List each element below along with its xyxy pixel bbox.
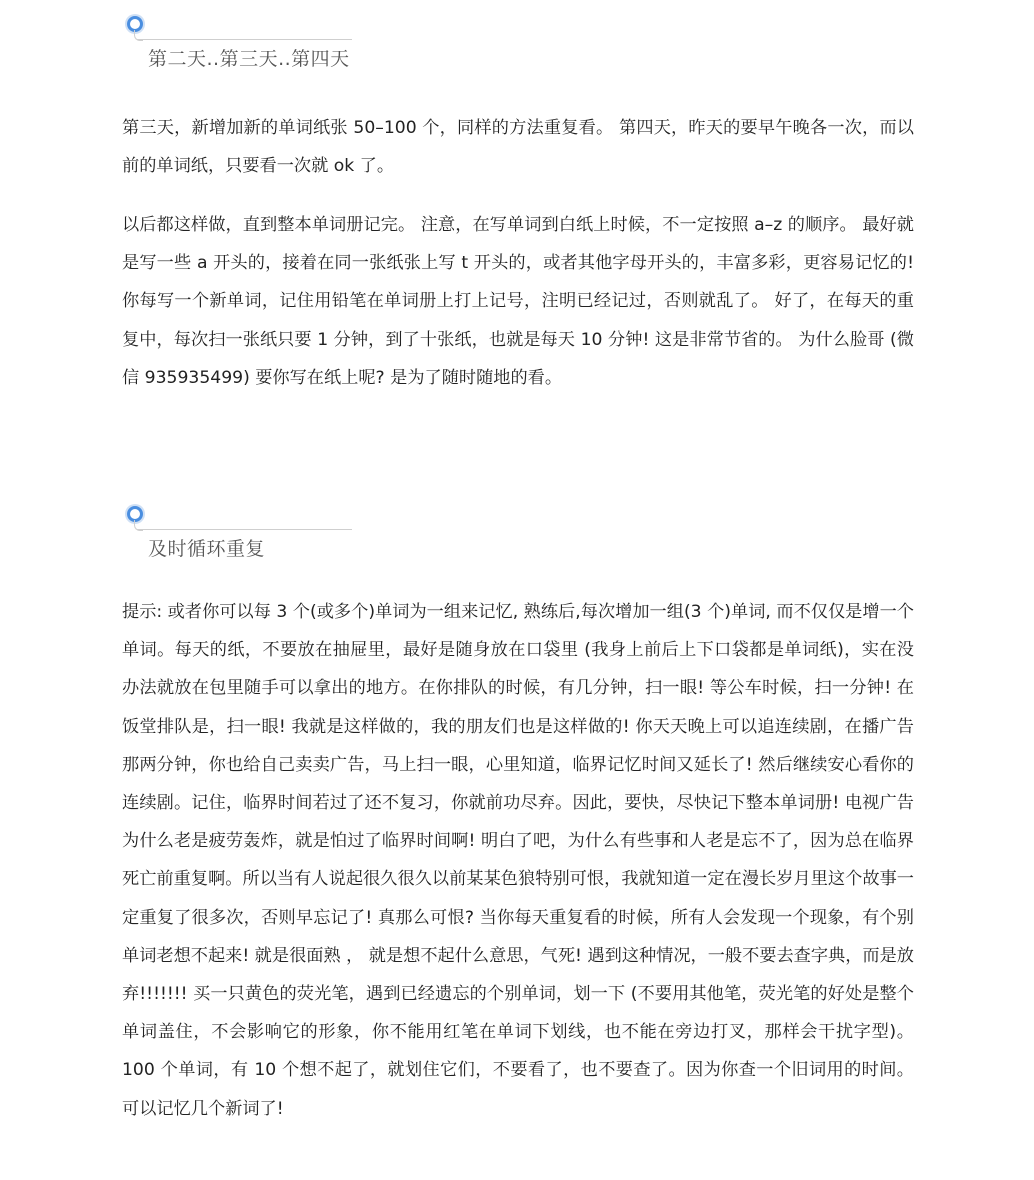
paragraph: 第三天，新增加新的单词纸张 50–100 个，同样的方法重复看。 第四天，昨天的要早午晚各一次，而以前的单词纸，只要看一次就 ok 了。 xyxy=(122,118,914,177)
heading-underline xyxy=(137,39,352,40)
paragraph: 提示: 或者你可以每 3 个(或多个)单词为一组来记忆, 熟练后,每次增加一组(3 个)单词, 而不仅仅是增一个单词。每天的纸，不要放在抽屉里，最好是随身放在口袋里 (我身上前后上下口袋都是单词纸)，实在没办法就放在包里随手可以拿出的地方。在你排队的时候，有几分钟，扫一眼! 等公车时候，扫一分钟! 在饭堂排队是，扫一眼! 我就是这样做的，我的朋友们也是这样做的! 你天天晚上可以追连续剧，在播广告那两分钟，你也给自己卖卖广告，马上扫一眼，心里知道，临界记忆时间又延长了! 然后继续安心看你的连续剧。记住，临界时间若过了还不复习，你就前功尽弃。因此，要快，尽快记下整本单词册! 电视广告为什么老是疲劳轰炸，就是怕过了临界时间啊! 明白了吧，为什么有些事和人老是忘不了，因为总在临界死亡前重复啊。所以当有人说起很久很久以前某某色狼特别可恨，我就知道一定在漫长岁月里这个故事一定重复了很多次，否则早忘记了! 真那么可恨? 当你每天重复看的时候，所有人会发现一个现象，有个别单词老想不起来! 就是很面熟 ， 就是想不起什么意思，气死! 遇到这种情况，一般不要去查字典，而是放弃!!!!!!! 买一只黄色的荧光笔，遇到已经遗忘的个别单词，划一下 (不要用其他笔，荧光笔的好处是整个单词盖住，不会影响它的形象，你不能用红笔在单词下划线，也不能在旁边打叉，那样会干扰字型)。100 个单词，有 10 个想不起了，就划住它们，不要看了，也不要查了。因为你查一个旧词用的时间。可以记忆几个新词了! xyxy=(122,602,914,1119)
section-heading-1 xyxy=(122,16,362,76)
section-title: 第二天..第三天..第四天 xyxy=(148,48,350,70)
section-heading-2 xyxy=(122,506,362,566)
heading-underline xyxy=(137,529,352,530)
section-title: 及时循环重复 xyxy=(148,538,266,560)
paragraph: 以后都这样做，直到整本单词册记完。 注意，在写单词到白纸上时候，不一定按照 a–z 的顺序。 最好就是写一些 a 开头的，接着在同一张纸张上写 t 开头的，或者其他字母开头的，丰富多彩，更容易记忆的! 你每写一个新单词，记住用铅笔在单词册上打上记号，注明已经记过，否则就乱了。 好了，在每天的重复中，每次扫一张纸只要 1 分钟，到了十张纸，也就是每天 10 分钟! 这是非常节省的。 为什么脸哥 (微信 935935499) 要你写在纸上呢? 是为了随时随地的看。 xyxy=(122,215,914,388)
